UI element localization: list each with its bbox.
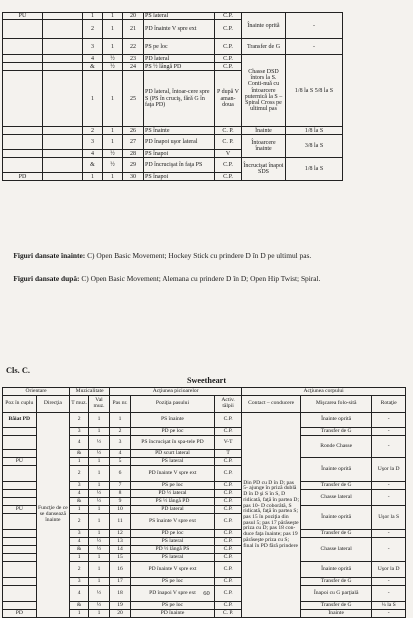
table-cell-pozitia-col: PS înainte xyxy=(144,127,215,135)
table-cell-rotatie: - xyxy=(372,538,406,562)
table-cell-t-col: & xyxy=(83,63,103,71)
table-cell-t-col: 2 xyxy=(70,413,89,428)
table-row xyxy=(3,20,407,39)
table-cell-rotatie: - xyxy=(286,39,343,55)
table-cell-rotatie: Uşor la D xyxy=(372,562,406,578)
table-cell-rotatie: Uşor la S xyxy=(372,506,406,530)
table-cell-activ-col: V xyxy=(215,150,242,158)
table-cell-miscarea: Înapoi cu G parţială xyxy=(301,586,372,602)
header-poz: Poz în cuplu xyxy=(3,396,37,413)
table-cell-val-col: 1 xyxy=(103,20,123,39)
table-cell-poz-col xyxy=(3,602,37,610)
table-cell-poz-col xyxy=(3,538,37,546)
figures-before-label: Figuri dansate înainte: xyxy=(13,251,86,260)
table-cell-val-col: 1 xyxy=(89,530,110,538)
table-cell-val-col: 1 xyxy=(89,562,110,578)
table-cell-val-col: 1 xyxy=(89,506,110,514)
table-cell-activ-col: C.P. xyxy=(214,562,241,578)
table-cell-pas-col: 1 xyxy=(110,413,131,428)
table-row xyxy=(3,413,406,428)
table-cell-t-col: 4 xyxy=(83,55,103,63)
table-cell-pas-col: 18 xyxy=(110,586,131,602)
table-cell-poz-col: PD xyxy=(3,610,37,618)
table-cell-activ-col: C.P. xyxy=(214,506,241,514)
page-number: 60 xyxy=(203,590,210,597)
table-cell-pozitia-col: PS pe loc xyxy=(131,602,215,610)
table-cell-miscarea: Înainte oprită xyxy=(301,562,372,578)
table-cell-val-col: 1 xyxy=(103,173,123,181)
table-cell-activ-col: C.P. xyxy=(214,538,241,546)
table-cell-val-col: ½ xyxy=(89,546,110,554)
table-cell-activ-col: C.P. xyxy=(214,428,241,436)
header-directia: Direcţia xyxy=(36,396,70,413)
table-cell-poz-col: PU xyxy=(3,458,37,466)
table-cell-pas-col: 6 xyxy=(110,466,131,482)
table-row xyxy=(3,173,407,181)
table-cell-pas-col: 20 xyxy=(110,610,131,618)
table-cell-pas-col: 28 xyxy=(123,150,144,158)
table-cell-pozitia-col: PD scurt lateral xyxy=(131,450,215,458)
table-cell-contact: Din PD cu D în D; pas 5- ajunge în priză dublă D în D şi S în S, D ridicată, faţă în partea D; pas 10- D coborâtă, S ridicată, faţă în partea S; pas 15 în poziţia din pasul 5; pas 17 părăseşte priza cu D; pas 18 con-duce faţa înainte; pas 19 părăseşte priza cu S; final în PD fără prindere xyxy=(242,413,301,618)
table-cell-pozitia-col: PS lateral xyxy=(131,458,215,466)
table-cell-activ-col: C.P. xyxy=(214,413,241,428)
table-cell-pas-col: 24 xyxy=(123,63,144,71)
table-cell-t-col: 1 xyxy=(83,173,103,181)
table-cell-pos-col xyxy=(3,127,43,135)
table-cell-pozitia-col: PS înainte V spre ext xyxy=(131,514,215,530)
table-row xyxy=(3,127,407,135)
table-cell-poz-col xyxy=(3,428,37,436)
table-cell-activ-col: C.P. xyxy=(214,546,241,554)
table-cell-pozitia-col: PD lateral xyxy=(131,506,215,514)
table-cell-t-col: 3 xyxy=(70,428,89,436)
table-cell-pozitia-col: PD ½ lângă PS xyxy=(131,546,215,554)
table-cell-miscarea: Înainte oprită xyxy=(301,413,372,428)
table-cell-pozitia-col: PD înainte V spre ext xyxy=(131,562,215,578)
table-cell-t-col: & xyxy=(83,158,103,173)
table-cell-contact: Chasse DSD întors la S. Conti-nuă cu întoarcere puternică la S – Spiral Cross pe ultimul pas xyxy=(242,55,286,127)
table-cell-pos-col xyxy=(3,39,43,55)
table-cell-pozitia-col: PD lateral, întoar-cere spre S (PS în cruciş, fără G în faţa PD) xyxy=(144,71,215,127)
table-cell-contact: Transfer de G xyxy=(242,39,286,55)
table-cell-activ-col: C.P. xyxy=(215,63,242,71)
figure-table-2 xyxy=(2,387,406,618)
table-cell-pozitia-col: PD lateral xyxy=(144,55,215,63)
figure-title: Sweetheart xyxy=(186,376,227,385)
header-t: T muz. xyxy=(70,396,89,413)
table-cell-pozitia-col: PS înapoi xyxy=(144,173,215,181)
table-cell-activ-col: P după V aman-doua xyxy=(215,71,242,127)
table-row xyxy=(3,63,407,71)
table-cell-rotatie: - xyxy=(372,436,406,458)
table-cell-t-col: 1 xyxy=(83,71,103,127)
table-cell-t-col: 1 xyxy=(70,458,89,466)
table-cell-miscarea: Înainte oprită xyxy=(301,458,372,482)
table-cell-miscarea: Transfer de G xyxy=(301,578,372,586)
figures-after-label: Figuri dansate după: xyxy=(13,274,80,283)
table-cell-miscarea: Înainte oprită xyxy=(301,506,372,530)
table-cell-pos-col xyxy=(3,150,43,158)
table-cell-rotatie: - xyxy=(372,413,406,428)
table-cell-t-col: 3 xyxy=(70,578,89,586)
header-miscarea: Mişcarea folo-sită xyxy=(301,396,372,413)
table-cell-miscarea: Transfer de G xyxy=(301,482,372,490)
table-cell-t-col: 2 xyxy=(83,20,103,39)
table-cell-activ-col: T xyxy=(214,450,241,458)
table-cell-poz-col: PU xyxy=(3,506,37,514)
table-cell-pas-col: 30 xyxy=(123,173,144,181)
header-orientare: Orientare xyxy=(3,388,70,396)
table-cell-val-col: 1 xyxy=(89,554,110,562)
table-cell-poz-col xyxy=(3,546,37,554)
table-cell-t-col: 4 xyxy=(70,490,89,498)
table-row xyxy=(3,55,407,63)
table-cell-poz-col xyxy=(3,578,37,586)
table-cell-pas-col: 8 xyxy=(110,490,131,498)
table-cell-val-col: 1 xyxy=(89,413,110,428)
table-cell-poz-col xyxy=(3,514,37,530)
table-cell-t-col: 1 xyxy=(70,610,89,618)
table-cell-val-col: 1 xyxy=(103,71,123,127)
table-cell-pas-col: 14 xyxy=(110,546,131,554)
table-cell-t-col: 3 xyxy=(83,39,103,55)
table-cell-t-col: 2 xyxy=(70,514,89,530)
table-cell-val-col: 1 xyxy=(103,135,123,150)
table-cell-contact: Întoarcere înainte xyxy=(242,135,286,158)
table-cell-t-col: & xyxy=(70,546,89,554)
table-row xyxy=(3,13,407,20)
table-cell-poz-col xyxy=(3,450,37,458)
table-cell-val-col: ½ xyxy=(103,158,123,173)
table-row xyxy=(3,158,407,173)
header-activ: Activ. tălpii xyxy=(214,396,241,413)
figures-before-paragraph xyxy=(6,251,406,260)
header-actiunea-picioarelor: Acţiunea picioarelor xyxy=(110,388,242,396)
table-cell-miscarea: Chasse lateral xyxy=(301,538,372,562)
table-cell-val-col: 1 xyxy=(103,39,123,55)
table-cell-pas-col: 27 xyxy=(123,135,144,150)
table-cell-pas-col: 4 xyxy=(110,450,131,458)
table-cell-activ-col: C.P. xyxy=(215,20,242,39)
table-cell-rotatie: - xyxy=(372,610,406,618)
table-cell-activ-col: C.P. xyxy=(215,55,242,63)
table-cell-pozitia-col: PD ½ lateral xyxy=(131,490,215,498)
table-cell-rotatie: - xyxy=(372,530,406,538)
table-cell-pozitia-col: PS lateral xyxy=(131,554,215,562)
table-cell-activ-col: C.P. xyxy=(214,554,241,562)
table-cell-val-col: ½ xyxy=(103,55,123,63)
table-cell-rotatie: 3/8 la S xyxy=(286,135,343,158)
table-cell-pas-col: 17 xyxy=(110,578,131,586)
table-cell-pas-col: 10 xyxy=(110,506,131,514)
table-cell-pozitia-col: PS încrucişat în spa-tele PD xyxy=(131,436,215,450)
table-cell-empty xyxy=(43,158,83,173)
table-cell-activ-col: C. P. xyxy=(214,610,241,618)
table-cell-pozitia-col: PD pe loc xyxy=(131,530,215,538)
table-cell-t-col: 4 xyxy=(70,436,89,450)
table-cell-pas-col: 9 xyxy=(110,498,131,506)
table-cell-empty xyxy=(43,13,83,20)
table-cell-miscarea: Transfer de G xyxy=(301,602,372,610)
table-cell-val-col: ½ xyxy=(103,63,123,71)
table-cell-val-col: 1 xyxy=(89,458,110,466)
table-cell-activ-col: C.P. xyxy=(214,482,241,490)
table-cell-val-col: ½ xyxy=(89,498,110,506)
header-val: Val muz. xyxy=(89,396,110,413)
table-cell-pas-col: 25 xyxy=(123,71,144,127)
table-cell-rotatie: - xyxy=(372,586,406,602)
table-cell-pozitia-col: PS înainte xyxy=(131,413,215,428)
table-cell-pozitia-col: PD încrucişat în faţa PS xyxy=(144,158,215,173)
table-cell-t-col: 2 xyxy=(70,466,89,482)
table-cell-t-col: 3 xyxy=(83,135,103,150)
table-cell-pos-col xyxy=(3,20,43,39)
table-cell-rotatie: - xyxy=(372,482,406,490)
table-cell-pozitia-col: PS lateral xyxy=(144,13,215,20)
header-rotatie: Rotaţie xyxy=(372,396,406,413)
table-cell-pozitia-col: PD înainte xyxy=(131,610,215,618)
table-cell-pas-col: 16 xyxy=(110,562,131,578)
table-cell-activ-col: C.P. xyxy=(214,466,241,482)
table-cell-val-col: 1 xyxy=(89,428,110,436)
table-cell-val-col: 1 xyxy=(89,466,110,482)
table-cell-val-col: 1 xyxy=(103,13,123,20)
table-cell-activ-col: V-T xyxy=(214,436,241,450)
figures-after-paragraph xyxy=(6,274,406,283)
table-cell-poz-col xyxy=(3,498,37,506)
table-cell-poz-col xyxy=(3,482,37,490)
table-cell-pozitia-col: PD pe loc xyxy=(131,428,215,436)
table-cell-empty xyxy=(43,135,83,150)
table-cell-pas-col: 26 xyxy=(123,127,144,135)
table-row xyxy=(3,150,407,158)
table-cell-pozitia-col: PS înapoi xyxy=(144,150,215,158)
table-row xyxy=(3,135,407,150)
table-cell-empty xyxy=(43,173,83,181)
table-cell-val-col: 1 xyxy=(89,610,110,618)
table-cell-pos-col xyxy=(3,55,43,63)
table-cell-t-col: & xyxy=(70,450,89,458)
table-cell-pas-col: 15 xyxy=(110,554,131,562)
table-cell-rotatie: - xyxy=(372,490,406,506)
table-cell-rotatie: - xyxy=(372,428,406,436)
table-cell-activ-col: C.P. xyxy=(214,498,241,506)
table-cell-t-col: 2 xyxy=(83,127,103,135)
table-cell-pozitia-col: PD înapoi uşor lateral xyxy=(144,135,215,150)
table-cell-pas-col: 23 xyxy=(123,55,144,63)
table-cell-val-col: ½ xyxy=(89,538,110,546)
table-cell-empty xyxy=(43,127,83,135)
table-cell-miscarea: Transfer de G xyxy=(301,428,372,436)
table-cell-rotatie: ¼ la S xyxy=(372,602,406,610)
table-cell-pozitia-col: PS ½ lângă PD xyxy=(144,63,215,71)
table-cell-miscarea: Transfer de G xyxy=(301,530,372,538)
table-cell-activ-col: C.P. xyxy=(214,578,241,586)
header-muzicalitate: Muzicalitate xyxy=(70,388,110,396)
table-cell-pas-col: 21 xyxy=(123,20,144,39)
table-row xyxy=(3,39,407,55)
table-cell-pozitia-col: PS pe loc xyxy=(144,39,215,55)
table-cell-val-col: 1 xyxy=(89,578,110,586)
table-cell-t-col: 3 xyxy=(70,530,89,538)
table-cell-val-col: ½ xyxy=(89,586,110,602)
table-cell-pas-col: 7 xyxy=(110,482,131,490)
table-cell-pozitia-col: PS lateral xyxy=(131,538,215,546)
table-cell-activ-col: C.P. xyxy=(215,173,242,181)
table-cell-val-col: ½ xyxy=(89,436,110,450)
table-cell-pozitia-col: PD înapoi V spre ext xyxy=(131,586,215,602)
table-cell-activ-col: C.P. xyxy=(214,458,241,466)
table-cell-pozitia-col: PD înainte V spre ext xyxy=(131,466,215,482)
table-cell-t-col: 2 xyxy=(70,562,89,578)
table-cell-activ-col: C.P. xyxy=(214,602,241,610)
table-cell-empty xyxy=(43,20,83,39)
table-cell-val-col: ½ xyxy=(103,150,123,158)
table-cell-miscarea: Înainte xyxy=(301,610,372,618)
table-cell-rotatie: 1/8 la S xyxy=(286,158,343,181)
table-cell-val-col: ½ xyxy=(89,602,110,610)
table-cell-empty xyxy=(43,150,83,158)
table-cell-poz-col: Băiat PD xyxy=(3,413,37,428)
figures-before-text: C) Open Basic Movement; Hockey Stick cu prindere D în D pe ultimul pas. xyxy=(85,251,312,260)
table-cell-t-col: & xyxy=(70,498,89,506)
table-cell-empty xyxy=(43,63,83,71)
table-cell-val-col: ½ xyxy=(89,450,110,458)
table-cell-pozitia-col: PS pe loc xyxy=(131,578,215,586)
table-cell-t-col: & xyxy=(70,602,89,610)
table-cell-pas-col: 19 xyxy=(110,602,131,610)
table-cell-activ-col: C. P. xyxy=(215,127,242,135)
header-pozitia: Poziţia pasului xyxy=(131,396,215,413)
table-cell-empty xyxy=(43,55,83,63)
table-cell-pas-col: 22 xyxy=(123,39,144,55)
table-cell-t-col: 3 xyxy=(70,482,89,490)
table-cell-t-col: 4 xyxy=(70,586,89,602)
table-cell-pos-col: PD xyxy=(3,173,43,181)
table-cell-activ-col: C. P. xyxy=(215,135,242,150)
table-cell-activ-col: C.P. xyxy=(215,158,242,173)
table-cell-activ-col: C.P. xyxy=(214,490,241,498)
header-contact: Contact – conducere xyxy=(242,396,301,413)
header-pas: Pas nr. xyxy=(110,396,131,413)
table-cell-t-col: 4 xyxy=(70,538,89,546)
table-cell-pas-col: 3 xyxy=(110,436,131,450)
table-cell-contact: Încrucişat înapoi SDS xyxy=(242,158,286,181)
table-cell-poz-col xyxy=(3,562,37,578)
table-cell-pas-col: 29 xyxy=(123,158,144,173)
table-cell-miscarea: Chasse lateral xyxy=(301,490,372,506)
table-cell-poz-col xyxy=(3,436,37,450)
table-cell-pos-col xyxy=(3,71,43,127)
table-cell-val-col: ½ xyxy=(89,490,110,498)
table-cell-activ-col: C.P. xyxy=(214,514,241,530)
table-cell-pos-col xyxy=(3,158,43,173)
table-cell-pos-col xyxy=(3,135,43,150)
table-cell-val-col: 1 xyxy=(103,127,123,135)
header-actiunea-corpului: Acţiunea corpului xyxy=(242,388,406,396)
table-cell-pas-col: 5 xyxy=(110,458,131,466)
table-cell-t-col: 1 xyxy=(70,554,89,562)
table-row xyxy=(3,71,407,127)
table-cell-activ-col: C.P. xyxy=(214,530,241,538)
table-cell-directia: Funcţie de ce se dansează înainte xyxy=(36,413,70,618)
table-cell-val-col: 1 xyxy=(89,482,110,490)
table-cell-activ-col: C.P. xyxy=(215,13,242,20)
table-cell-pas-col: 2 xyxy=(110,428,131,436)
table-cell-pas-col: 13 xyxy=(110,538,131,546)
table-cell-pas-col: 12 xyxy=(110,530,131,538)
table-cell-t-col: 4 xyxy=(83,150,103,158)
table-cell-empty xyxy=(43,39,83,55)
table-cell-pozitia-col: PS pe loc xyxy=(131,482,215,490)
table-cell-activ-col: C.P. xyxy=(215,39,242,55)
table-cell-pos-col xyxy=(3,63,43,71)
table-cell-val-col: 1 xyxy=(89,514,110,530)
table-cell-rotatie: - xyxy=(286,13,343,39)
table-cell-pas-col: 11 xyxy=(110,514,131,530)
table-cell-rotatie: Uşor la D xyxy=(372,458,406,482)
table-cell-t-col: 1 xyxy=(70,506,89,514)
table-cell-t-col: 1 xyxy=(83,13,103,20)
table-cell-pos-col: PU xyxy=(3,13,43,20)
table-cell-empty xyxy=(43,71,83,127)
table-cell-miscarea: Ronde Chasse xyxy=(301,436,372,458)
table-cell-rotatie: 1/8 la S 5/8 la S xyxy=(286,55,343,127)
table-cell-poz-col xyxy=(3,466,37,482)
figure-table-1 xyxy=(2,12,407,181)
table-cell-poz-col xyxy=(3,490,37,498)
figures-after-text: C) Open Basic Movement; Alemana cu prindere D în D; Open Hip Twist; Spiral. xyxy=(79,274,321,283)
table-cell-poz-col xyxy=(3,530,37,538)
table-cell-rotatie: 1/8 la S xyxy=(286,127,343,135)
table-cell-contact: Înainte oprită xyxy=(242,13,286,39)
table-cell-contact: Înainte xyxy=(242,127,286,135)
table-cell-pas-col: 20 xyxy=(123,13,144,20)
table-cell-pozitia-col: PD înainte V spre ext xyxy=(144,20,215,39)
table-cell-poz-col xyxy=(3,554,37,562)
table-cell-activ-col: C.P. xyxy=(214,586,241,602)
table-cell-pozitia-col: PS ½ lângă PD xyxy=(131,498,215,506)
table-cell-rotatie: - xyxy=(372,578,406,586)
section-heading: Cls. C. xyxy=(6,366,30,375)
